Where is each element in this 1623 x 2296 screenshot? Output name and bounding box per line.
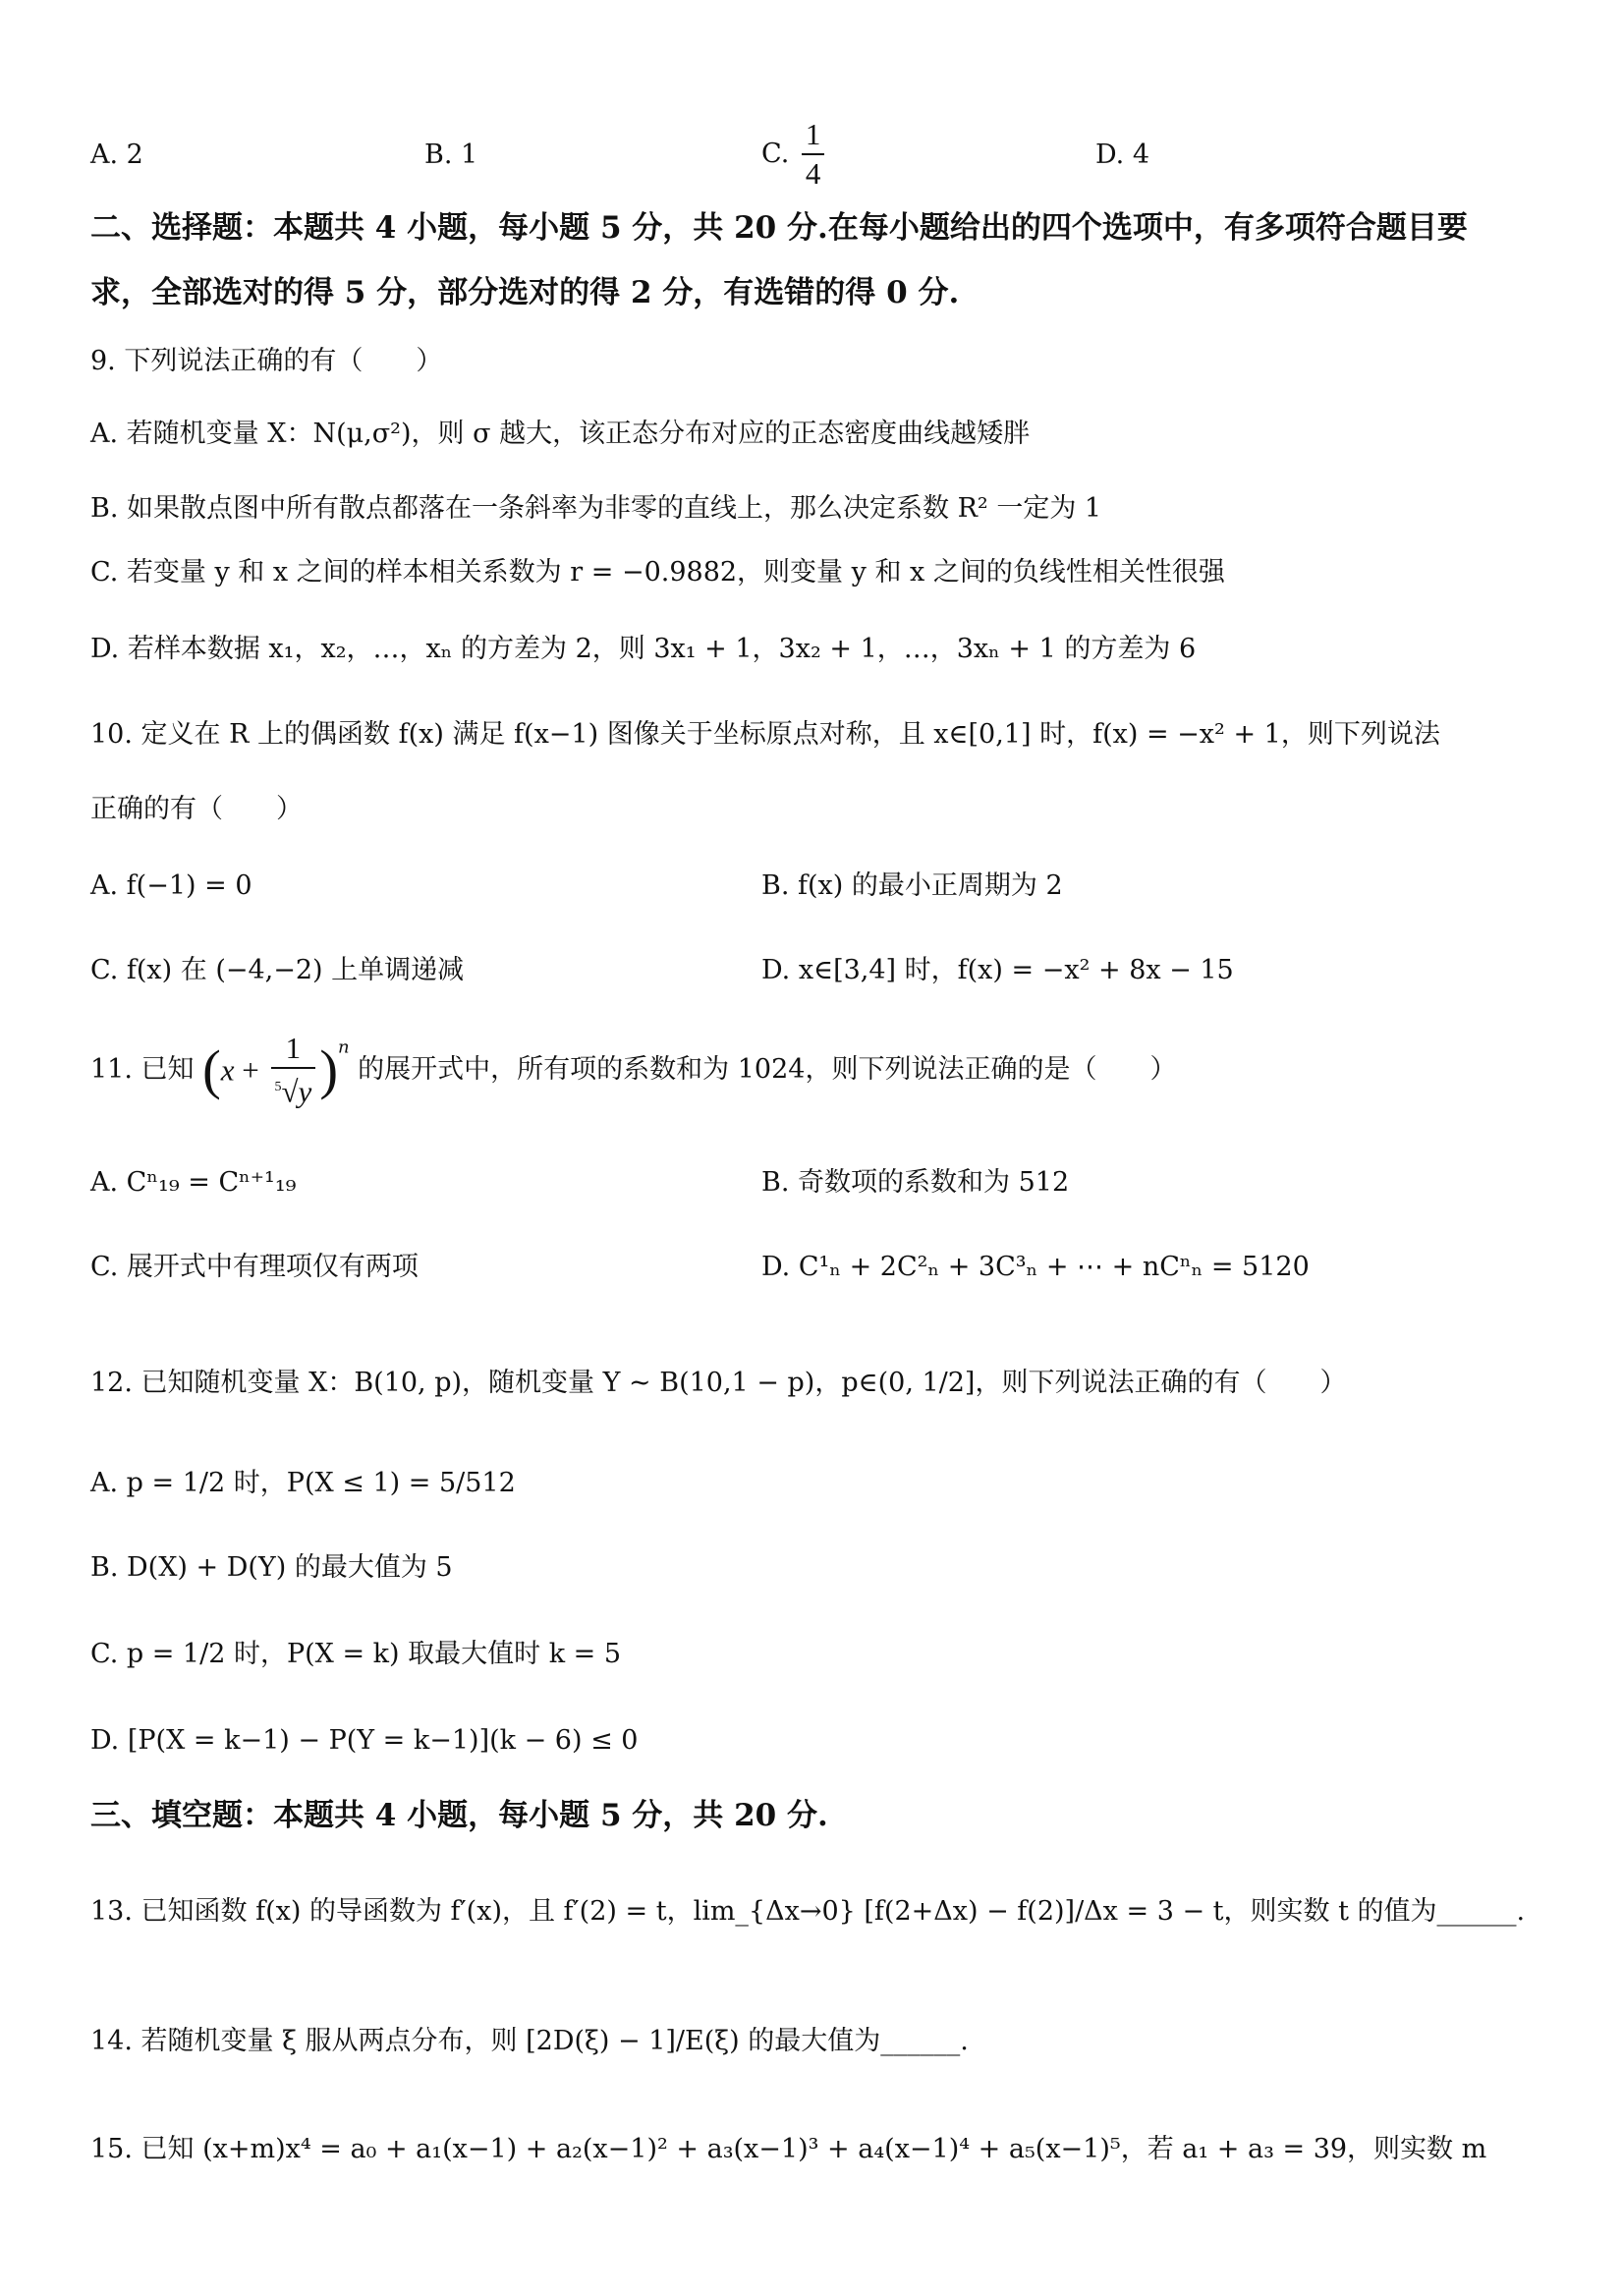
section-2-header-line1: 二、选择题：本题共 4 小题，每小题 5 分，共 20 分.在每小题给出的四个选项中，有多项符合题目要 [90,210,1468,246]
q11-stem: 11. 已知 (x + $\frac{1}{^5√y}$ )$^n$ 的展开式中，所有项的系数和为 1024，则下列说法正确的是（ ） [90,1031,1177,1109]
q10-option-b: B. f(x) 的最小正周期为 2 [761,870,1063,901]
q10-stem-line1: 10. 定义在 R 上的偶函数 f(x) 满足 f(x−1) 图像关于坐标原点对称，且 x∈[0,1] 时，f(x) = −x² + 1，则下列说法 [90,719,1440,750]
q11-option-c: C. 展开式中有理项仅有两项 [90,1252,419,1282]
q13-text: 13. 已知函数 f(x) 的导函数为 f′(x)，且 f′(2) = t，lim_{Δx→0} [f(2+Δx) − f(2)]/Δx = 3 − t，则实数 t 的值为______. [90,1896,1526,1927]
q10-option-a: A. f(−1) = 0 [90,870,252,901]
q9-option-d: D. 若样本数据 x₁，x₂，…，xₙ 的方差为 2，则 3x₁ + 1，3x₂ + 1，…，3xₙ + 1 的方差为 6 [90,634,1197,664]
q12-option-c: C. p = 1/2 时，P(X = k) 取最大值时 k = 5 [90,1639,622,1669]
q9-option-b: B. 如果散点图中所有散点都落在一条斜率为非零的直线上，那么决定系数 R² 一定为 1 [90,493,1102,524]
q9-option-c: C. 若变量 y 和 x 之间的样本相关系数为 r = −0.9882，则变量 y 和 x 之间的负线性相关性很强 [90,557,1225,588]
q11-option-d: D. C¹ₙ + 2C²ₙ + 3C³ₙ + ⋯ + nCⁿₙ = 5120 [761,1252,1310,1282]
q9-option-a: A. 若随机变量 X：N(μ,σ²)，则 σ 越大，该正态分布对应的正态密度曲线越矮胖 [90,419,1031,449]
q12-option-b: B. D(X) + D(Y) 的最大值为 5 [90,1552,453,1583]
q12-option-a: A. p = 1/2 时，P(X ≤ 1) = 5/512 [90,1468,516,1498]
q15-text: 15. 已知 (x+m)x⁴ = a₀ + a₁(x−1) + a₂(x−1)² + a₃(x−1)³ + a₄(x−1)⁴ + a₅(x−1)⁵，若 a₁ + a₃ = 39，则实数 m [90,2134,1487,2164]
q11-option-a: A. Cⁿ₁₉ = Cⁿ⁺¹₁₉ [90,1167,297,1198]
q14-text: 14. 若随机变量 ξ 服从两点分布，则 [2D(ξ) − 1]/E(ξ) 的最大值为______. [90,2026,969,2056]
q11-binomial-expression: (x + $\frac{1}{^5√y}$ )$^n$ [202,1031,350,1109]
q10-option-c: C. f(x) 在 (−4,−2) 上单调递减 [90,955,465,985]
q12-option-d: D. [P(X = k−1) − P(Y = k−1)](k − 6) ≤ 0 [90,1725,639,1756]
q8-option-c: C. $\frac{1}{4}$ [761,116,828,193]
q10-stem-line2: 正确的有（ ） [90,794,303,824]
q10-option-d: D. x∈[3,4] 时，f(x) = −x² + 8x − 15 [761,955,1234,985]
q8-option-b: B. 1 [424,140,478,170]
q8-option-a: A. 2 [90,140,143,170]
q8-option-d: D. 4 [1095,140,1150,170]
q11-option-b: B. 奇数项的系数和为 512 [761,1167,1070,1198]
section-3-header: 三、填空题：本题共 4 小题，每小题 5 分，共 20 分. [90,1798,828,1833]
q9-stem: 9. 下列说法正确的有（ ） [90,346,443,376]
q12-stem: 12. 已知随机变量 X：B(10, p)，随机变量 Y ~ B(10,1 − p)，p∈(0, 1/2]，则下列说法正确的有（ ） [90,1368,1347,1398]
section-2-header-line2: 求，全部选对的得 5 分，部分选对的得 2 分，有选错的得 0 分. [90,275,960,310]
